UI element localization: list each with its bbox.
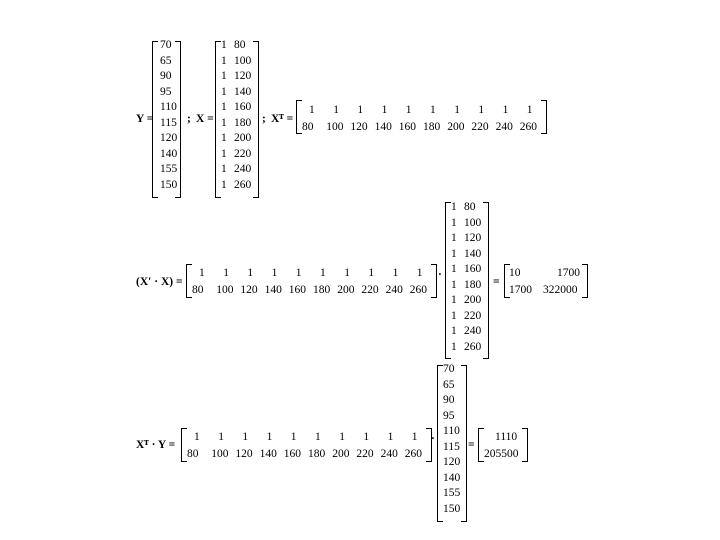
- matrix-cell: 1: [387, 431, 394, 443]
- matrix-cell: 1: [451, 216, 457, 229]
- matrix-cell: 100: [326, 121, 344, 133]
- matrix-cell: 1110: [495, 431, 518, 443]
- matrix-cell: 155: [160, 163, 178, 175]
- matrix-cell: 180: [313, 284, 331, 296]
- matrix-cell: 260: [519, 121, 538, 133]
- matrix-cell: 200: [234, 132, 252, 144]
- x-bracket-right: [483, 202, 489, 359]
- matrix-cell: 1: [339, 431, 345, 443]
- matrix-cell: 150: [443, 502, 461, 515]
- matrix-cell: 220: [471, 121, 489, 133]
- matrix-cell: 180: [464, 278, 482, 291]
- matrix-cell: 260: [234, 178, 252, 191]
- matrix-cell: 120: [160, 132, 178, 144]
- matrix-cell: 1: [451, 232, 457, 244]
- matrix-cell: 1: [363, 431, 370, 443]
- y-bracket-left: [152, 41, 158, 198]
- matrix-cell: 1: [320, 267, 326, 279]
- matrix-cell: 1: [478, 104, 485, 116]
- matrix-cell: 1: [199, 267, 205, 279]
- matrix-cell: 1: [221, 70, 227, 82]
- matrix-cell: 1: [502, 104, 509, 116]
- matrix-cell: 1: [526, 104, 533, 116]
- matrix-cell: 100: [216, 284, 234, 296]
- matrix-cell: 1: [221, 39, 227, 51]
- x-label: X =: [196, 113, 214, 125]
- matrix-cell: 180: [308, 448, 326, 460]
- matrix-cell: 1: [451, 278, 457, 291]
- matrix-cell: 80: [187, 448, 199, 460]
- matrix-cell: 1700: [509, 284, 532, 296]
- matrix-cell: 80: [302, 121, 314, 133]
- matrix-cell: 240: [385, 284, 403, 296]
- separator: ;: [262, 113, 266, 125]
- matrix-cell: 240: [464, 325, 482, 337]
- matrix-cell: 1: [242, 431, 249, 443]
- matrix-cell: 260: [464, 340, 482, 353]
- matrix-cell: 1: [344, 267, 350, 279]
- matrix-cell: 1: [451, 309, 457, 322]
- matrix-cell: 1: [221, 116, 227, 129]
- matrix-cell: 140: [464, 247, 482, 260]
- matrix-cell: 120: [350, 121, 368, 133]
- matrix-cell: 90: [443, 394, 455, 406]
- equals-sign: =: [493, 276, 500, 288]
- matrix-cell: 100: [234, 54, 252, 67]
- matrix-cell: 1: [218, 431, 224, 443]
- matrix-cell: 120: [443, 456, 461, 468]
- matrix-cell: 1: [221, 101, 227, 113]
- matrix-cell: 1: [221, 178, 227, 191]
- matrix-cell: 1: [430, 104, 436, 116]
- matrix-cell: 110: [443, 425, 460, 437]
- matrix-cell: 80: [234, 39, 246, 51]
- matrix-cell: 70: [443, 363, 455, 375]
- matrix-cell: 140: [160, 147, 178, 160]
- y-label: Y =: [136, 113, 154, 125]
- matrix-cell: 220: [464, 309, 482, 322]
- matrix-cell: 1: [221, 147, 227, 160]
- matrix-cell: 180: [234, 116, 252, 129]
- matrix-cell: 1: [315, 431, 321, 443]
- xty-bracket-right: [522, 428, 528, 462]
- matrix-cell: 10: [509, 267, 521, 279]
- matrix-cell: 1: [416, 267, 423, 279]
- xty-label: Xᵀ · Y =: [136, 439, 176, 451]
- matrix-cell: 120: [240, 284, 258, 296]
- matrix-cell: 200: [337, 284, 355, 296]
- matrix-cell: 1: [357, 104, 364, 116]
- matrix-cell: 1: [451, 294, 457, 306]
- matrix-cell: 1: [247, 267, 254, 279]
- matrix-cell: 240: [234, 163, 252, 175]
- matrix-cell: 1: [381, 104, 388, 116]
- matrix-cell: 115: [443, 440, 460, 453]
- separator: ;: [187, 113, 191, 125]
- matrix-cell: 120: [234, 70, 252, 82]
- xt-label: Xᵀ =: [271, 113, 294, 125]
- matrix-cell: 160: [288, 284, 307, 296]
- matrix-cell: 100: [464, 216, 482, 229]
- matrix-cell: 220: [234, 147, 252, 160]
- matrix-cell: 1: [451, 247, 457, 260]
- matrix-cell: 1: [333, 104, 339, 116]
- matrix-cell: 150: [160, 178, 178, 191]
- matrix-cell: 90: [160, 70, 172, 82]
- matrix-cell: 160: [283, 448, 302, 460]
- y-bracket-right: [175, 41, 181, 198]
- matrix-cell: 1: [290, 431, 297, 443]
- matrix-cell: 1: [451, 340, 457, 353]
- matrix-cell: 160: [464, 263, 482, 275]
- matrix-cell: 205500: [484, 448, 519, 460]
- y-bracket-right: [461, 365, 467, 522]
- matrix-cell: 65: [160, 54, 172, 67]
- matrix-cell: 1: [221, 132, 227, 144]
- matrix-cell: 140: [374, 121, 392, 133]
- matrix-cell: 1: [451, 325, 457, 337]
- matrix-cell: 200: [464, 294, 482, 306]
- matrix-cell: 95: [443, 409, 455, 422]
- matrix-cell: 95: [160, 85, 172, 98]
- matrix-cell: 220: [356, 448, 374, 460]
- matrix-cell: 180: [423, 121, 441, 133]
- matrix-cell: 240: [495, 121, 513, 133]
- matrix-cell: 1: [454, 104, 460, 116]
- matrix-cell: 1: [392, 267, 399, 279]
- matrix-cell: 140: [443, 471, 461, 484]
- matrix-cell: 1: [223, 267, 229, 279]
- xt-bracket-right: [431, 264, 437, 298]
- matrix-cell: 1700: [557, 267, 580, 279]
- matrix-cell: 1: [221, 54, 227, 67]
- matrix-cell: 1: [411, 431, 418, 443]
- matrix-cell: 1: [451, 201, 457, 213]
- matrix-cell: 240: [380, 448, 398, 460]
- matrix-cell: 1: [368, 267, 375, 279]
- matrix-cell: 1: [309, 104, 315, 116]
- matrix-cell: 70: [160, 39, 172, 51]
- matrix-cell: 1: [271, 267, 278, 279]
- matrix-cell: 1: [295, 267, 302, 279]
- matrix-cell: 155: [443, 487, 461, 499]
- matrix-cell: 140: [259, 448, 277, 460]
- matrix-cell: 260: [404, 448, 423, 460]
- matrix-cell: 140: [234, 85, 252, 98]
- xt-bracket-right: [541, 100, 547, 134]
- matrix-cell: 200: [332, 448, 350, 460]
- matrix-cell: 115: [160, 116, 177, 129]
- matrix-cell: 140: [264, 284, 282, 296]
- matrix-cell: 80: [464, 201, 476, 213]
- matrix-cell: 1: [221, 85, 227, 98]
- matrix-cell: 260: [409, 284, 428, 296]
- matrix-cell: 1: [451, 263, 457, 275]
- matrix-cell: 322000: [543, 284, 578, 296]
- x-bracket-right: [253, 41, 259, 198]
- matrix-cell: 80: [192, 284, 204, 296]
- matrix-cell: 160: [398, 121, 417, 133]
- matrix-cell: 1: [266, 431, 273, 443]
- xtx-label: (X′ · X) =: [136, 276, 183, 288]
- matrix-cell: 120: [464, 232, 482, 244]
- matrix-cell: 100: [211, 448, 229, 460]
- equals-sign: =: [468, 439, 475, 451]
- matrix-cell: 120: [235, 448, 253, 460]
- matrix-cell: 200: [447, 121, 465, 133]
- xtx-bracket-right: [582, 264, 588, 298]
- matrix-cell: 1: [194, 431, 200, 443]
- dot-operator: ·: [431, 433, 435, 445]
- matrix-cell: 1: [405, 104, 412, 116]
- matrix-cell: 220: [361, 284, 379, 296]
- matrix-cell: 1: [221, 163, 227, 175]
- dot-operator: ·: [438, 269, 442, 281]
- matrix-cell: 110: [160, 101, 177, 113]
- matrix-cell: 65: [443, 378, 455, 391]
- matrix-cell: 160: [234, 101, 252, 113]
